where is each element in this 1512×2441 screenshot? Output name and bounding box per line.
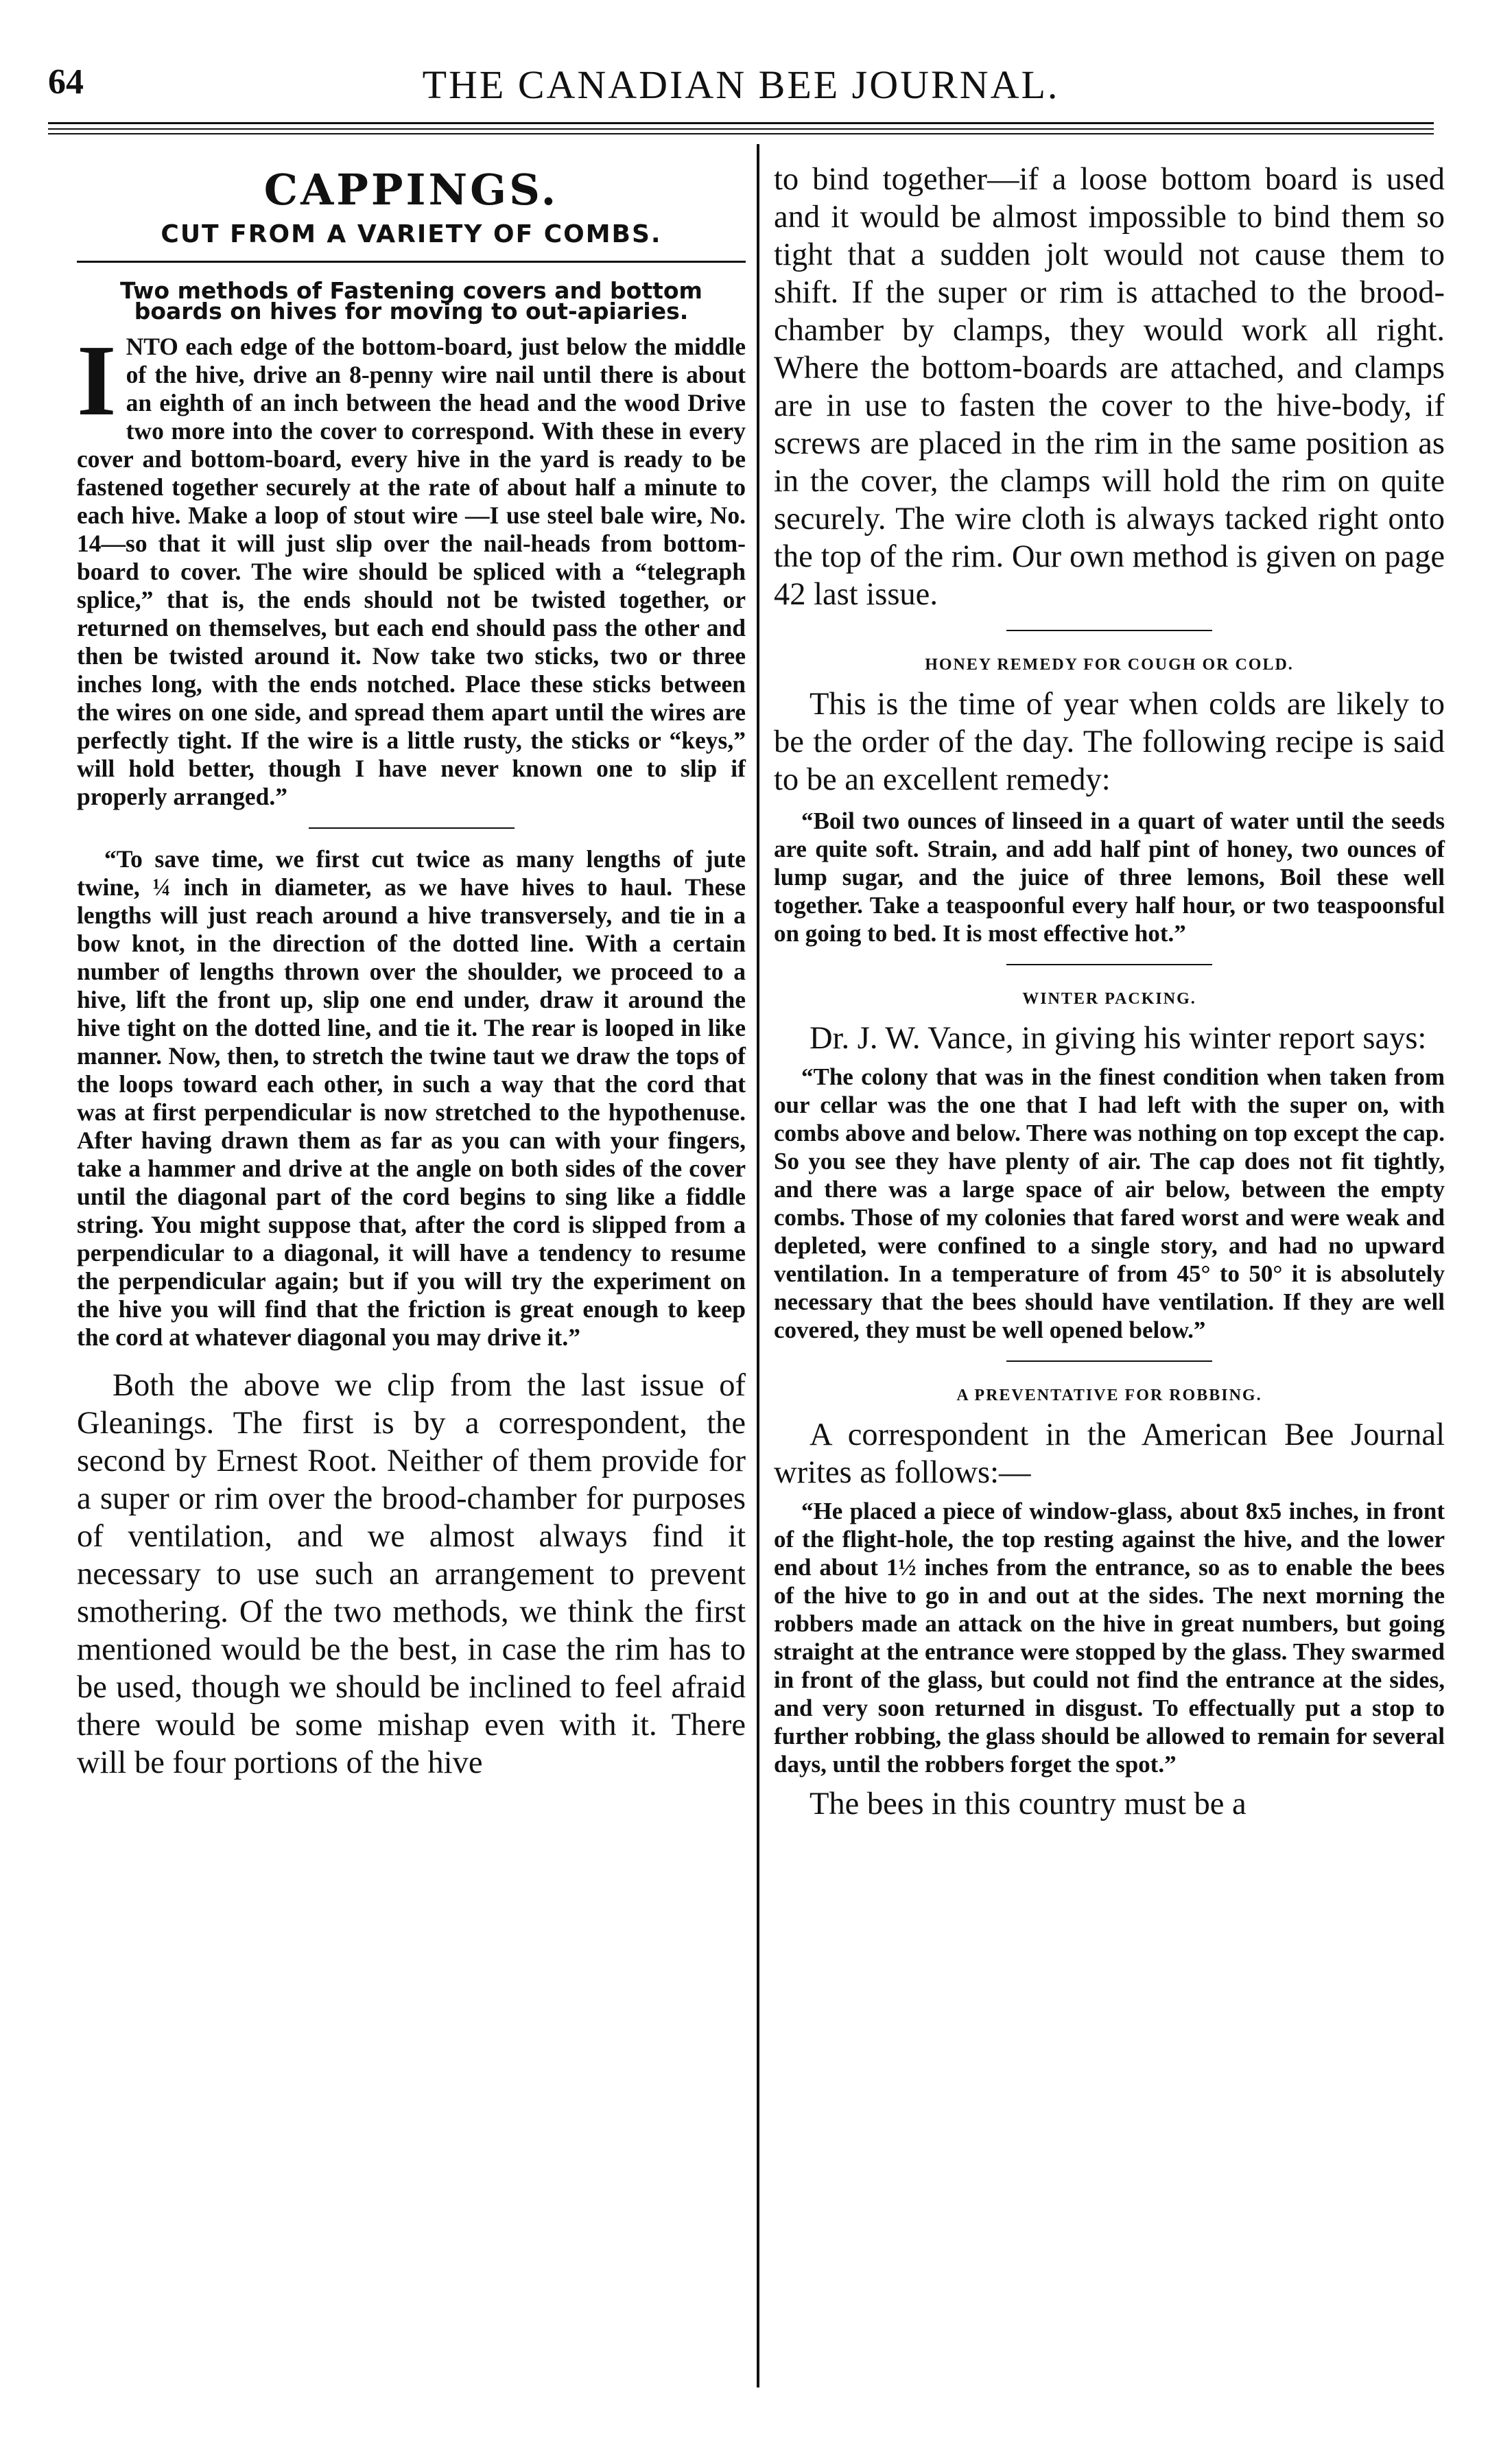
winter-packing-intro: Dr. J. W. Vance, in giving his winter report says: [810,1021,1427,1056]
header-rule-secondary [48,133,1434,134]
editorial-paragraph: Both the above we clip from the last issue of Gleanings. The first is by a correspondent, the second by Ernest Root. Neither of them provide for a super or rim over the brood-chamber for purposes of ventilation, and we almost always find it necessary to use such an arrangement to prevent smothering. Of the two methods, we think the first mentioned would be the best, in case the rim has to be used, though we should be inclined to feel afraid there would be some mishap even with it. There will be four portions of the hive [77,1368,746,1780]
right-column [774,152,1445,1823]
left-column [77,152,746,1782]
article-paragraph-2: “To save time, we first cut twice as many lengths of jute twine, ¼ inch in diameter, as we have hives to haul. These lengths will just reach around a hive transversely, and tie in a bow knot, in the direction of the dotted line. With a certain number of lengths thrown over the shoulder, we proceed to a hive, lift the front up, slip one end under, draw it around the hive tight on the dotted line, and tie it. The rear is looped in like manner. Now, then, to stretch the twine taut we draw the tops of the loops toward each other, in such a way that the cord that was at first perpendicular is now stretched to the hypothenuse. After having drawn them as far as you can with your fingers, take a hammer and drive at the angle on both sides of the cover until the diagonal part of the cord begins to sing like a fiddle string. You might suppose that, after the cord is slipped from a perpendicular to a diagonal, it will have a tendency to resume the perpendicular again; but if you will try the experiment on the hive you will find that the friction is great enough to keep the cord at whatever diagonal you may drive it.” [77,845,746,1351]
honey-remedy-quote: “Boil two ounces of linseed in a quart of water until the seeds are quite soft. Strain, and add half pint of honey, two ounces of lump sugar, and the juice of three lemons, Boil these well together. Take a teaspoonful every half hour, or two teaspoonsful on going to bed. It is most effective hot.” [774,807,1445,947]
robbing-intro: A correspondent in the American Bee Journal writes as follows:— [774,1417,1445,1490]
page-number: 64 [48,62,84,102]
divider-rule [1006,1360,1212,1362]
article-title: Two methods of Fastening covers and bottom boards on hives for moving to out-apiaries. [120,277,702,325]
section-heading: CAPPINGS. [263,165,559,215]
subheading-winter-packing: WINTER PACKING. [1022,990,1196,1008]
section-rule [77,261,746,263]
journal-title: THE CANADIAN BEE JOURNAL. [422,62,1060,107]
article-paragraph-1: NTO each edge of the bottom-board, just below the middle of the hive, drive an 8-penny wire nail until there is about an eighth of an inch between the head and the wood Drive two more into the cover to correspond. With these in every cover and bottom-board, every hive in the yard is ready to be fastened together securely at the rate of about half a minute to each hive. Make a loop of stout wire —I use steel bale wire, No. 14—so that it will just slip over the nail-heads from bottom-board to cover. The wire should be spliced with a “telegraph splice,” that is, the ends should not be twisted together, or returned on themselves, but each end should pass the other and then be twisted around it. Now take two sticks, two or three inches long, with the ends notched. Place these sticks between the wires on one side, and spread them apart until the wires are perfectly tight. If the wire is a little rusty, the sticks or “keys,” will hold better, though I have never known one to slip if properly arranged.” [77,333,746,810]
divider-rule [1006,630,1212,631]
drop-cap: I [77,325,117,437]
winter-packing-quote: “The colony that was in the finest condition when taken from our cellar was the one that I had left with the super on, with combs above and below. There was nothing on top except the cap. So you see they have plenty of air. The cap does not fit tightly, and there was a large space of air below, between the empty combs. Those of my colonies that fared worst and were weak and depleted, were confined to a single story, and had no upward ventilation. In a temperature of from 45° to 50° it is absolutely necessary that the bees should have ventilation. If they are well covered, they must be well opened below.” [774,1063,1445,1343]
column-divider [757,144,759,2387]
section-subheading: CUT FROM A VARIETY OF COMBS. [161,220,662,248]
article-body-1 [77,325,746,811]
divider-rule [309,827,515,829]
page-header [48,62,1434,117]
honey-remedy-intro: This is the time of year when colds are likely to be the order of the day. The following recipe is said to be an excellent remedy: [774,687,1445,797]
editorial-continuation: to bind together—if a loose bottom board is used and it would be almost impossible to bind them so tight that a sudden jolt would not cause them to shift. If the super or rim is attached to the brood-chamber by clamps, they would work all right. Where the bottom-boards are attached, and clamps are in use to fasten the cover to the hive-body, if screws are placed in the rim in the same position as in the cover, the clamps will hold the rim on quite securely. The wire cloth is always tacked right onto the top of the rim. Our own method is given on page 42 last issue. [774,162,1445,612]
header-rule [48,122,1434,130]
subheading-honey-remedy: HONEY REMEDY FOR COUGH OR COLD. [925,656,1294,674]
robbing-quote: “He placed a piece of window-glass, about 8x5 inches, in front of the flight-hole, the top resting against the hive, and the lower end about 1½ inches from the entrance, so as to enable the bees of the hive to go in and out at the sides. The next morning the robbers made an attack on the hive in great numbers, but going straight at the entrance were stopped by the glass. They swarmed in front of the glass, but could not find the entrance at the sides, and very soon returned in disgust. To effectually put a stop to further robbing, the glass should be allowed to remain for several days, until the robbers forget the spot.” [774,1498,1445,1778]
closing-line: The bees in this country must be a [810,1786,1247,1821]
divider-rule [1006,964,1212,965]
subheading-robbing: A PREVENTATIVE FOR ROBBING. [956,1387,1262,1404]
